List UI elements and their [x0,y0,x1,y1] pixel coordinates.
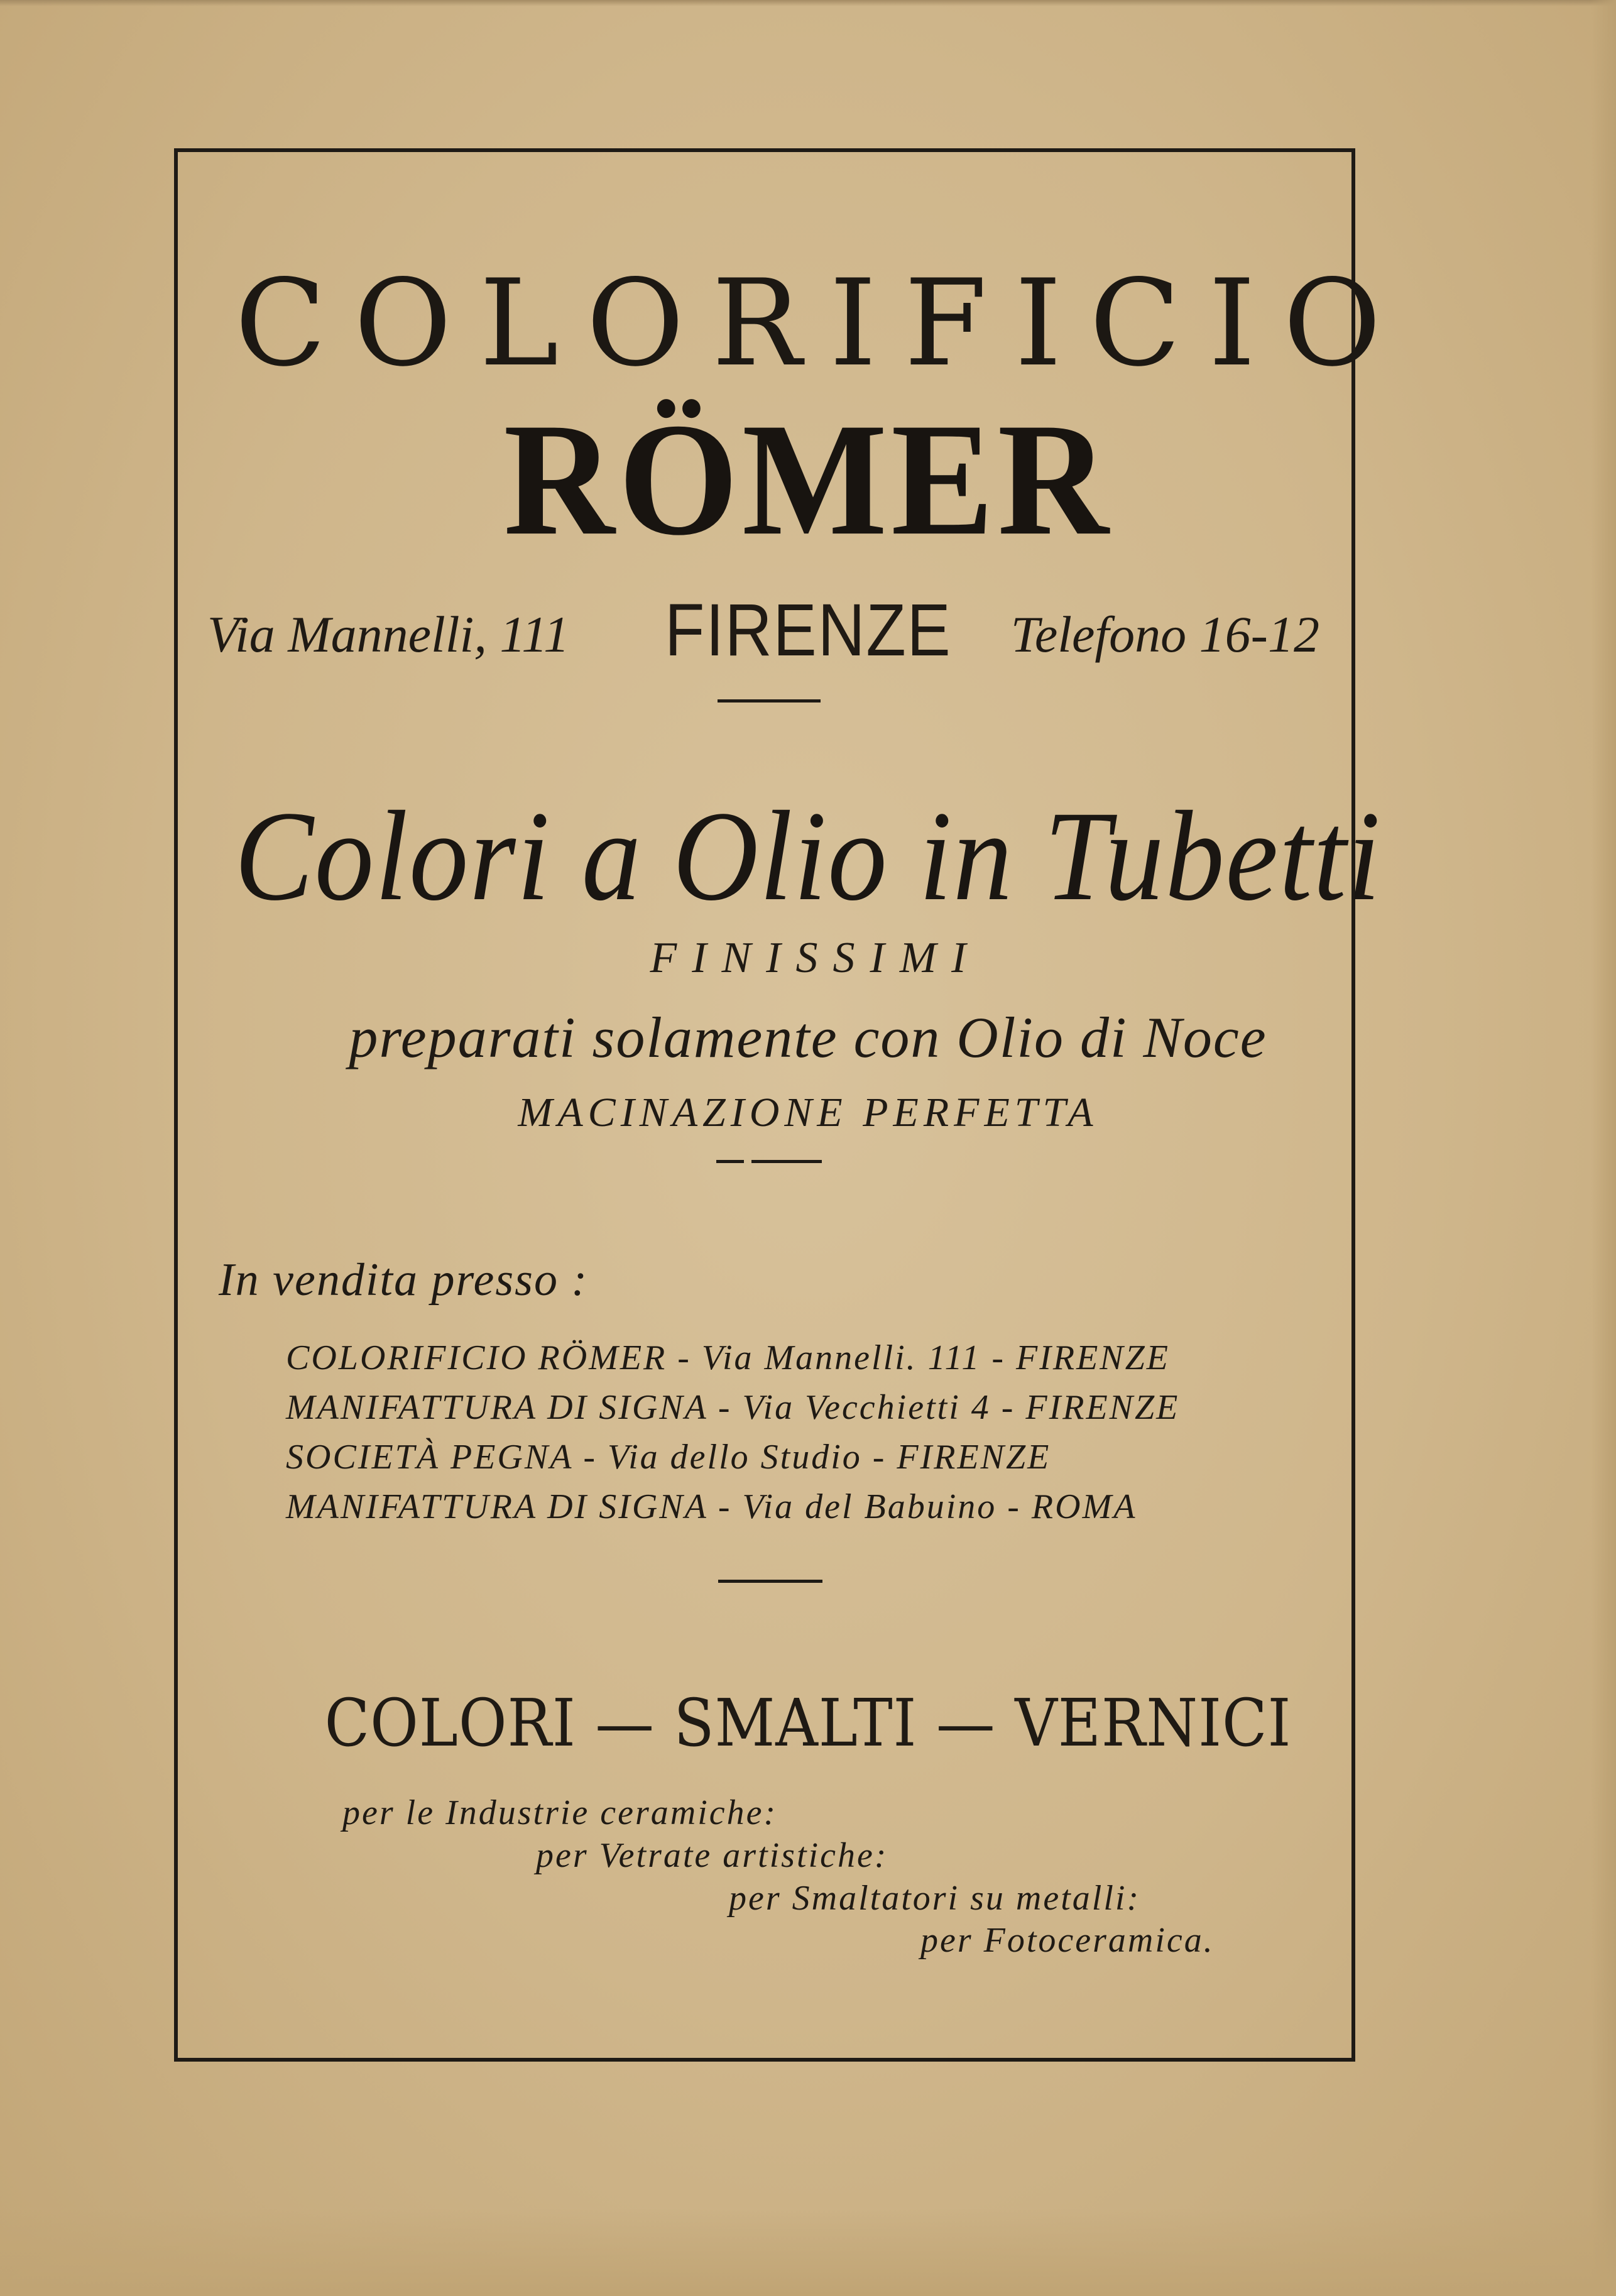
street-address: Via Mannelli, 111 [207,606,570,663]
outlet-item: MANIFATTURA DI SIGNA - Via del Babuino - ROMA [286,1487,1137,1526]
phone-number: Telefono 16-12 [1010,606,1319,663]
address-row [207,588,1319,672]
brand-name: RÖMER [503,390,1113,569]
use-metal-enamel: per Smaltatori su metalli: [729,1879,1141,1918]
city-name: FIRENZE [665,589,952,672]
divider-rule-2b [751,1160,822,1163]
outlet-item: SOCIETÀ PEGNA - Via dello Studio - FIRENZE [286,1438,1051,1477]
subline-olio-di-noce: preparati solamente con Olio di Noce [349,1005,1267,1069]
subline-macinazione: MACINAZIONE PERFETTA [518,1090,1098,1135]
outlet-item: MANIFATTURA DI SIGNA - Via Vecchietti 4 - FIRENZE [286,1388,1180,1427]
use-photoceramics: per Fotoceramica. [920,1921,1215,1960]
page-edge-bottom [0,2208,1616,2296]
headline: Colori a Olio in Tubetti [234,785,1382,927]
use-ceramics: per le Industrie ceramiche: [342,1793,778,1832]
divider-rule-1 [718,699,821,702]
outlet-item: COLORIFICIO RÖMER - Via Mannelli. 111 - FIRENZE [286,1338,1170,1377]
page-edge-top [0,0,1616,6]
sale-heading: In vendita presso : [219,1254,589,1306]
divider-rule-3 [718,1580,822,1583]
product-line: COLORI — SMALTI — VERNICI [324,1685,1292,1761]
ad-title: COLORIFICIO [234,254,1409,393]
divider-rule-2a [716,1160,744,1163]
subline-finissimi: FINISSIMI [650,934,981,982]
outlet-list [286,1333,1179,1532]
use-stained-glass: per Vetrate artistiche: [536,1836,888,1875]
